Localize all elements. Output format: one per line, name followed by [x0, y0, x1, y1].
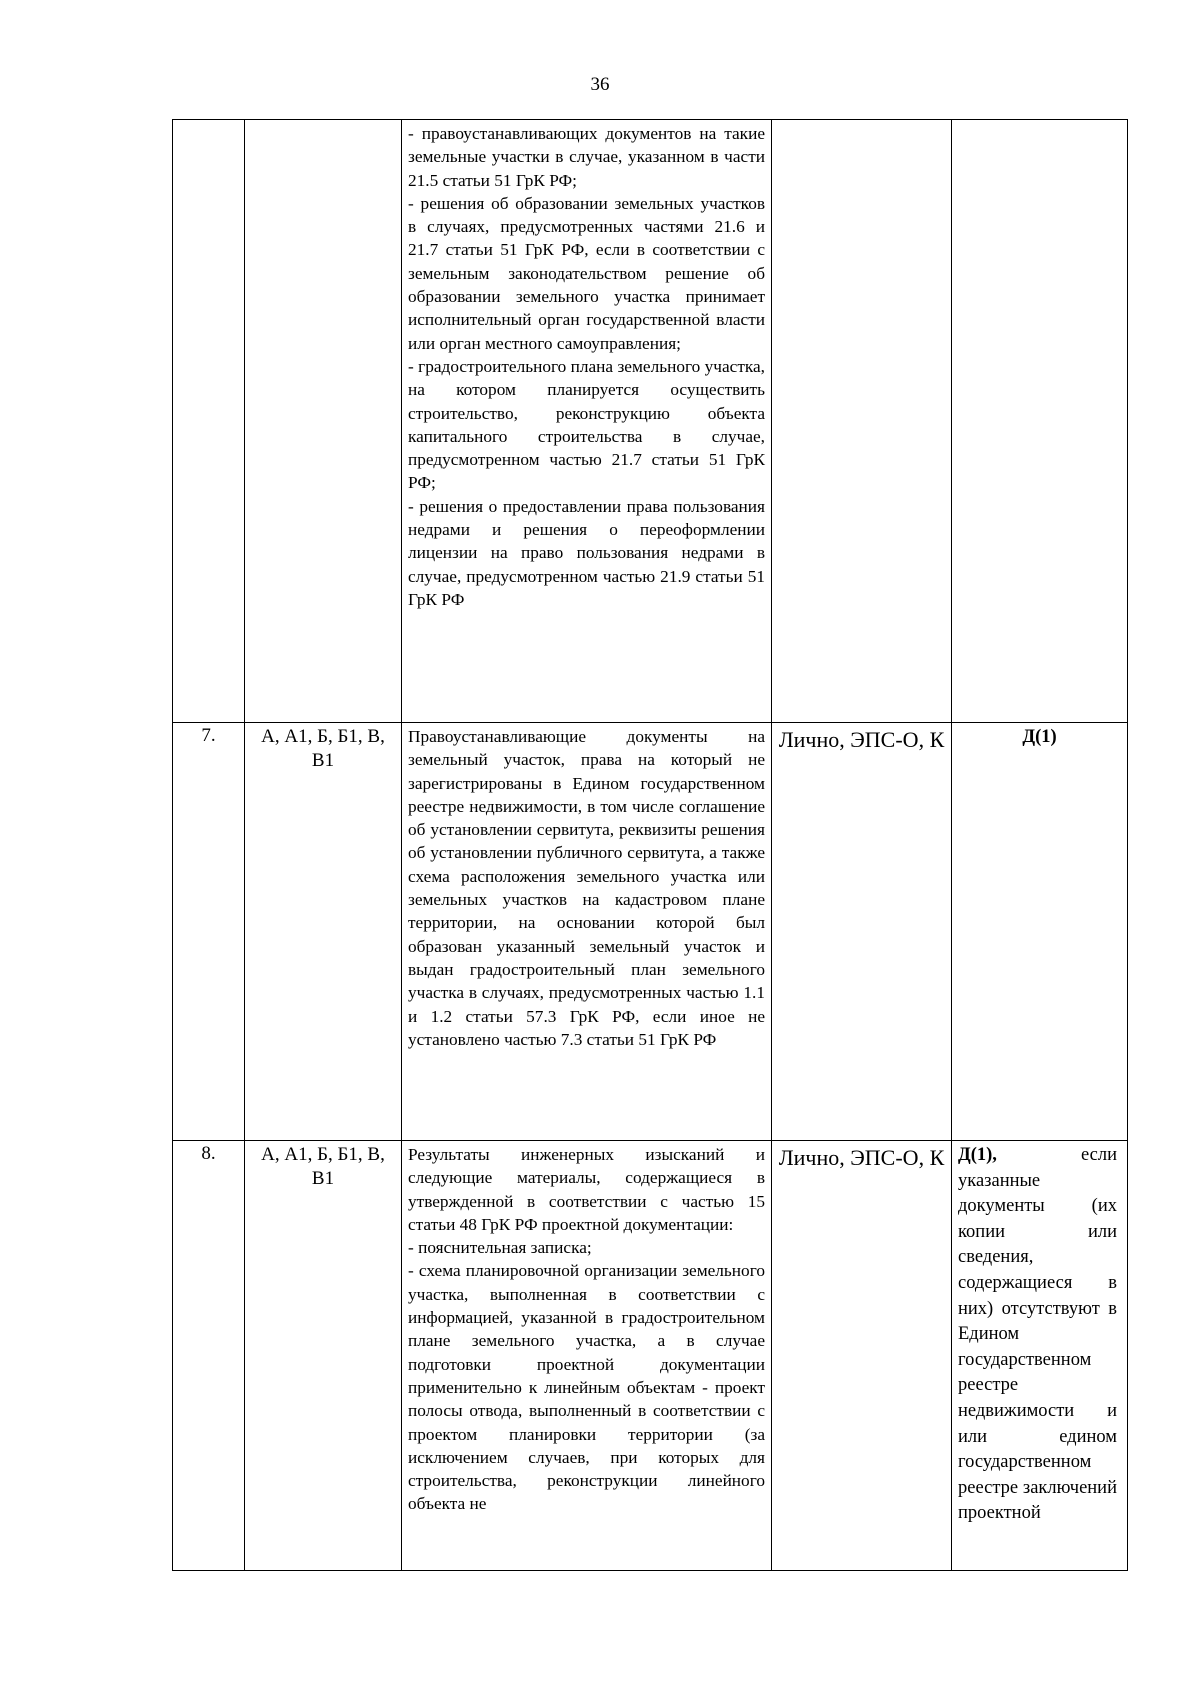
row-description [402, 723, 772, 1141]
description-paragraph: - решения о предоставлении права пользования недрами и решения о переоформлении лицензии на право пользования недрами в случае, предусмотренном частью 21.9 статьи 51 ГрК РФ [408, 496, 765, 609]
description-paragraph: Правоустанавливающие документы на земельный участок, права на который не зарегистрированы в Едином государственном реестре недвижимости, в том числе соглашение об установлении сервитута, реквизиты решения об установлении публичного сервитута, а также схема расположения земельного участка или земельных участков на кадастровом плане территории, на основании которой был образован указанный земельный участок и выдан градостроительный план земельного участка в случаях, предусмотренных частью 1.1 и 1.2 статьи 57.3 ГрК РФ, если иное не установлено частью 7.3 статьи 51 ГрК РФ [408, 727, 765, 1049]
note-bold: Д(1) [1022, 727, 1057, 747]
table-row [173, 723, 1128, 1141]
row-method: Лично, ЭПС-О, К [772, 723, 952, 1141]
note-bold: Д(1), [958, 1145, 1081, 1165]
table-row [173, 120, 1128, 723]
row-method [772, 120, 952, 723]
description-paragraph: - правоустанавливающих документов на такие земельные участки в случае, указанном в части 21.5 статьи 51 ГрК РФ; [408, 124, 765, 190]
note-text: если указанные документы (их копии или сведения, содержащиеся в них) отсутствуют в Едином государственном реестре недвижимости и или едином государственном реестре заключений проектной [958, 1145, 1117, 1524]
row-method: Лично, ЭПС-О, К [772, 1141, 952, 1571]
row-description [402, 120, 772, 723]
row-number [173, 120, 245, 723]
row-category [245, 120, 402, 723]
page-number: 36 [590, 74, 610, 95]
description-paragraph: - градостроительного плана земельного участка, на котором планируется осуществить строительство, реконструкцию объекта капитального строительства в случае, предусмотренном частью 21.7 статьи 51 ГрК РФ; [408, 356, 765, 493]
row-note [952, 723, 1128, 1141]
description-paragraph: Результаты инженерных изысканий и следующие материалы, содержащиеся в утвержденной в соответствии с частью 15 статьи 48 ГрК РФ проектной документации: [408, 1145, 765, 1234]
description-paragraph: - схема планировочной организации земельного участка, выполненная в соответствии с информацией, указанной в градостроительном плане земельного участка, а в случае подготовки проектной документации применительно к линейным объектам - проект полосы отвода, выполненный в соответствии с проектом планировки территории (за исключением случаев, при которых для строительства, реконструкции линейного объекта не [408, 1261, 765, 1514]
row-number: 7. [173, 723, 245, 1141]
description-paragraph: - пояснительная записка; [408, 1238, 592, 1258]
table-row [173, 1141, 1128, 1571]
requirements-table [172, 119, 1128, 1571]
row-note [952, 120, 1128, 723]
row-note [952, 1141, 1128, 1571]
row-category: А, А1, Б, Б1, В, В1 [245, 723, 402, 1141]
description-paragraph: - решения об образовании земельных участков в случаях, предусмотренных частями 21.6 и 21.7 статьи 51 ГрК РФ, если в соответствии с земельным законодательством решение об образовании земельного участка принимает исполнительный орган государственной власти или орган местного самоуправления; [408, 193, 765, 353]
row-description [402, 1141, 772, 1571]
row-category: А, А1, Б, Б1, В, В1 [245, 1141, 402, 1571]
row-number: 8. [173, 1141, 245, 1571]
